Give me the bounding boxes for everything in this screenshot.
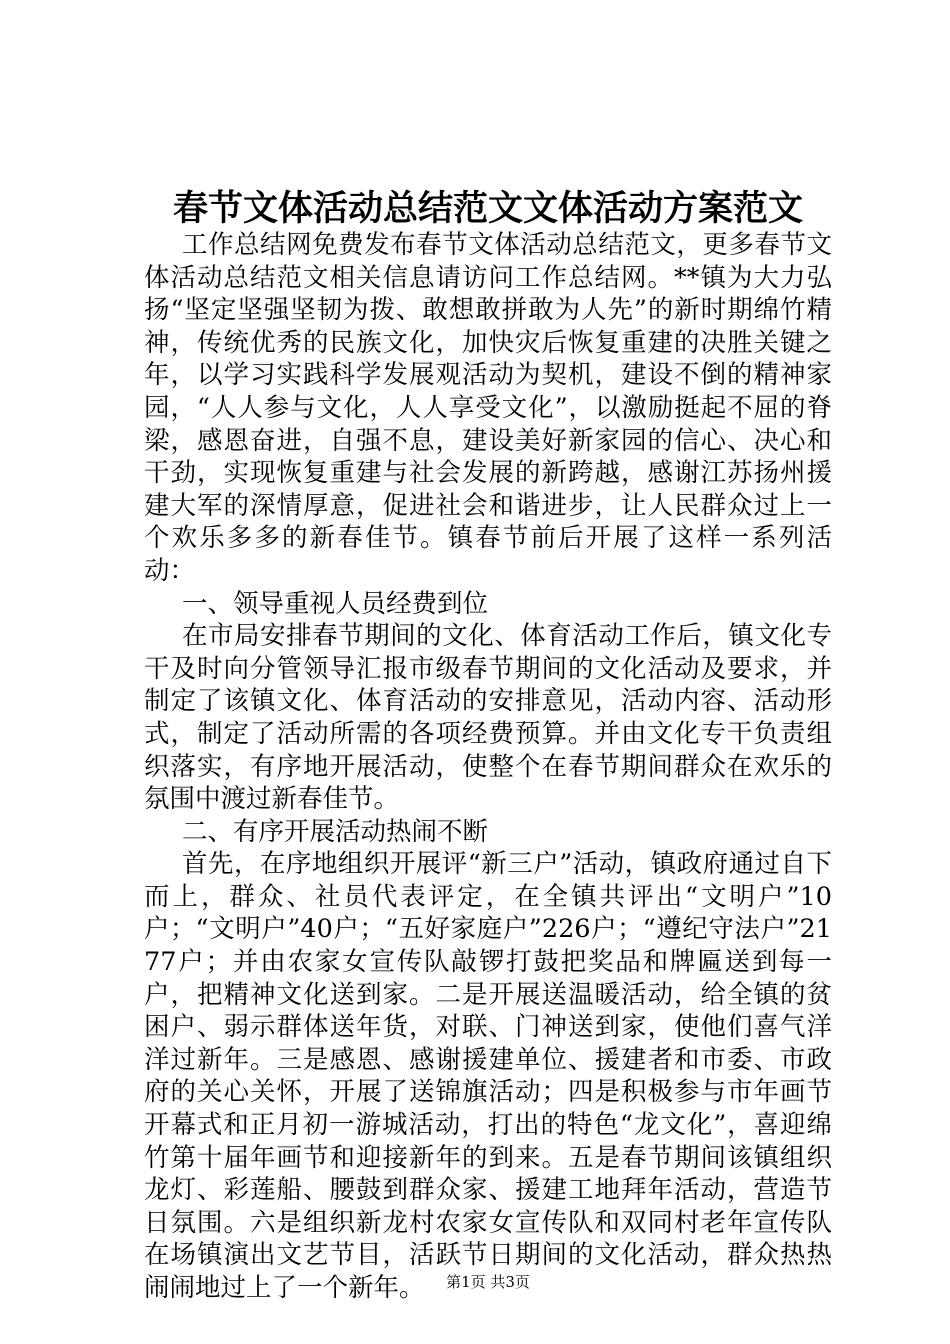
section-heading-1: 一、领导重视人员经费到位 (182, 588, 489, 619)
section-2-paragraph: 首先，在序地组织开展评“新三户”活动，镇政府通过自下而上，群众、社员代表评定，在全镇共评出“文明户”10户；“文明户”40户；“五好家庭户”226户；“遵纪守法户”2177户；并由农家女宣传队敲锣打鼓把奖品和牌匾送到每一户，把精神文化送到家。二是开展送温暖活动，给全镇的贫困户、弱示群体送年货，对联、门神送到家，使他们喜气洋洋过新年。三是感恩、感谢援建单位、援建者和市委、市政府的关心关怀，开展了送锦旗活动；四是积极参与市年画节开幕式和正月初一游城活动，打出的特色“龙文化”，喜迎绵竹第十届年画节和迎接新年的到来。五是春节期间该镇组织龙灯、彩莲船、腰鼓到群众家、援建工地拜年活动，营造节日氛围。六是组织新龙村农家女宣传队和双同村老年宣传队在场镇演出文艺节目，活跃节日期间的文化活动，群众热热闹闹地过上了一个新年。 (144, 849, 832, 1303)
page-number-footer: 第1页 共3页 (446, 1273, 530, 1291)
document-page (144, 0, 832, 1344)
document-title: 春节文体活动总结范文文体活动方案范文 (172, 188, 803, 229)
section-heading-2: 二、有序开展活动热闹不断 (182, 816, 489, 847)
intro-paragraph: 工作总结网免费发布春节文体活动总结范文，更多春节文体活动总结范文相关信息请访问工作总结网。**镇为大力弘扬“坚定坚强坚韧为拨、敢想敢拼敢为人先”的新时期绵竹精神，传统优秀的民族文化，加快灾后恢复重建的决胜关键之年，以学习实践科学发展观活动为契机，建设不倒的精神家园，“人人参与文化，人人享受文化”，以激励挺起不屈的脊梁，感恩奋进，自强不息，建设美好新家园的信心、决心和干劲，实现恢复重建与社会发展的新跨越，感谢江苏扬州援建大军的深情厚意，促进社会和谐进步，让人民群众过上一个欢乐多多的新春佳节。镇春节前后开展了这样一系列活动： (144, 230, 832, 586)
document-body (144, 229, 832, 1305)
section-1-paragraph: 在市局安排春节期间的文化、体育活动工作后，镇文化专干及时向分管领导汇报市级春节期间的文化活动及要求，并制定了该镇文化、体育活动的安排意见，活动内容、活动形式，制定了活动所需的各项经费预算。并由文化专干负责组织落实，有序地开展活动，使整个在春节期间群众在欢乐的氛围中渡过新春佳节。 (144, 621, 832, 815)
